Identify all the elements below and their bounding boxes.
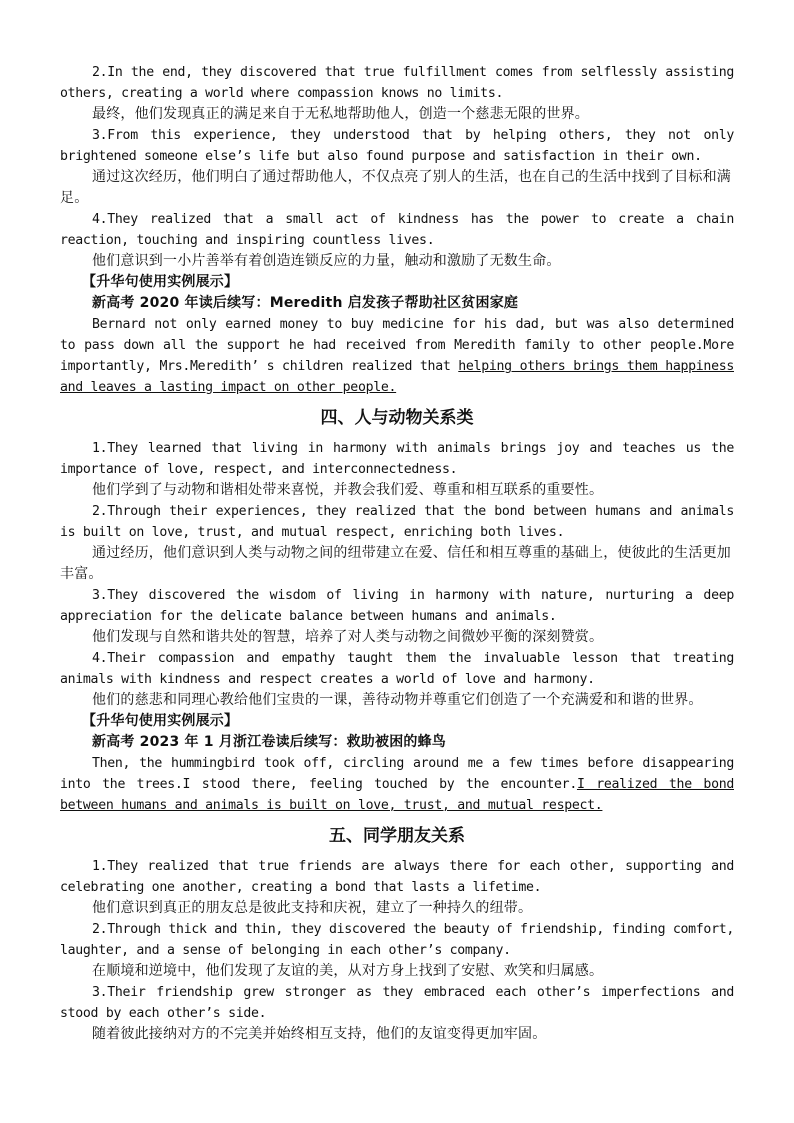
s4-item1-en: 1.They learned that living in harmony with animals brings joy and teaches us the importance of love, respect, and interconnectedness. — [60, 441, 734, 477]
s3-item2-en: 2.In the end, they discovered that true fulfillment comes from selflessly assisting others, creating a world where compassion knows no limits. — [60, 65, 734, 101]
section5-heading: 五、同学朋友关系 — [329, 826, 465, 846]
s5-item1-en: 1.They realized that true friends are always there for each other, supporting and celebrating one another, creating a bond that lasts a lifetime. — [60, 859, 734, 895]
s4-example-title: 新高考 2023 年 1 月浙江卷读后续写：救助被困的蜂鸟 — [92, 734, 447, 750]
s3-example-text: Bernard not only earned money to buy medicine for his dad, but was also determined to pass down all the support he had received from Meredith family to other people.More importantly, Mrs.Meredith’ s children realized that — [60, 317, 734, 374]
s4-item4-en: 4.Their compassion and empathy taught them the invaluable lesson that treating animals with kindness and respect creates a world of love and harmony. — [60, 651, 734, 687]
s3-example-underlined: helping others brings them happiness and leaves a lasting impact on other people. — [60, 359, 734, 395]
s4-item4-zh: 他们的慈悲和同理心教给他们宝贵的一课，善待动物并尊重它们创造了一个充满爱和和谐的世界。 — [92, 692, 703, 708]
s4-example-label: 【升华句使用实例展示】 — [82, 713, 239, 729]
s3-item3-en: 3.From this experience, they understood that by helping others, they not only brightened someone else’s life but also found purpose and satisfaction in their own. — [60, 128, 734, 164]
section4-heading: 四、人与动物关系类 — [320, 408, 474, 428]
s3-example-paragraph — [60, 314, 734, 398]
s3-item3-zh: 通过这次经历，他们明白了通过帮助他人，不仅点亮了别人的生活，也在自己的生活中找到了目标和满足。 — [60, 169, 731, 206]
s4-item2-en: 2.Through their experiences, they realized that the bond between humans and animals is built on love, trust, and mutual respect, enriching both lives. — [60, 504, 734, 540]
s3-example-title: 新高考 2020 年读后续写：Meredith 启发孩子帮助社区贫困家庭 — [92, 295, 519, 311]
s4-example-paragraph — [60, 753, 734, 816]
s3-item4-en: 4.They realized that a small act of kindness has the power to create a chain reaction, touching and inspiring countless lives. — [60, 212, 734, 248]
s3-item2-zh: 最终，他们发现真正的满足来自于无私地帮助他人，创造一个慈悲无限的世界。 — [92, 106, 589, 122]
document-page — [60, 62, 734, 1045]
s5-item3-en: 3.Their friendship grew stronger as they embraced each other’s imperfections and stood by each other’s side. — [60, 985, 734, 1021]
s5-item3-zh: 随着彼此接纳对方的不完美并始终相互支持，他们的友谊变得更加牢固。 — [92, 1026, 547, 1042]
s4-item1-zh: 他们学到了与动物和谐相处带来喜悦，并教会我们爱、尊重和相互联系的重要性。 — [92, 482, 604, 498]
s3-item4-zh: 他们意识到一小片善举有着创造连锁反应的力量，触动和激励了无数生命。 — [92, 253, 561, 269]
s5-item2-en: 2.Through thick and thin, they discovered the beauty of friendship, finding comfort, laughter, and a sense of belonging in each other’s company. — [60, 922, 734, 958]
s3-example-label: 【升华句使用实例展示】 — [82, 274, 239, 290]
s4-example-text: Then, the hummingbird took off, circling around me a few times before disappearing into the trees.I stood there, feeling touched by the encounter. — [60, 756, 734, 792]
s5-item2-zh: 在顺境和逆境中，他们发现了友谊的美，从对方身上找到了安慰、欢笑和归属感。 — [92, 963, 604, 979]
s4-item2-zh: 通过经历，他们意识到人类与动物之间的纽带建立在爱、信任和相互尊重的基础上，使彼此的生活更加丰富。 — [60, 545, 731, 582]
s4-item3-en: 3.They discovered the wisdom of living in harmony with nature, nurturing a deep appreciation for the delicate balance between humans and animals. — [60, 588, 734, 624]
s4-item3-zh: 他们发现与自然和谐共处的智慧，培养了对人类与动物之间微妙平衡的深刻赞赏。 — [92, 629, 604, 645]
s5-item1-zh: 他们意识到真正的朋友总是彼此支持和庆祝，建立了一种持久的纽带。 — [92, 900, 533, 916]
s4-example-underlined: I realized the bond between humans and animals is built on love, trust, and mutual respect. — [60, 777, 734, 813]
